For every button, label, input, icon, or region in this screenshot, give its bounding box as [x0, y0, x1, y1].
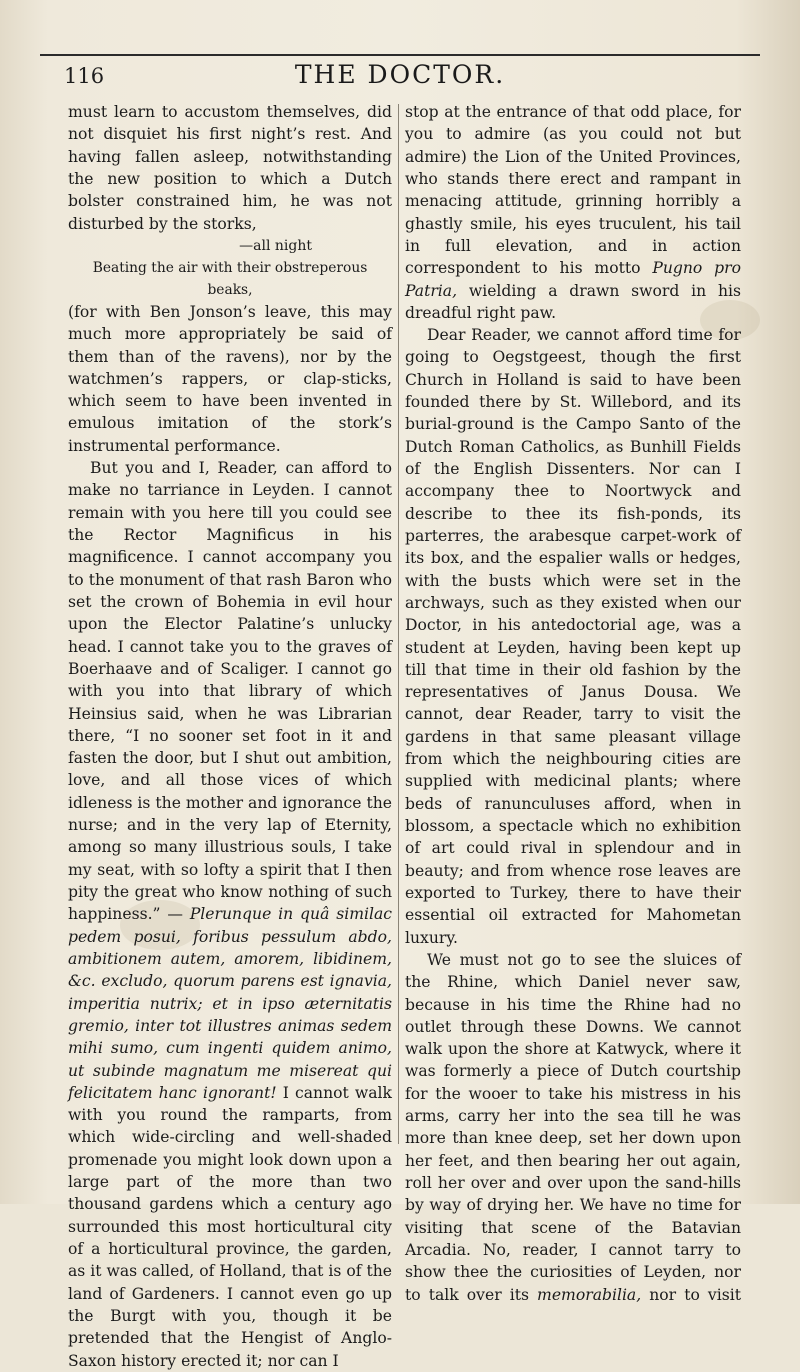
paragraph-text: stop at the entrance of that odd place, for you to admire (as you could not but admire) the Lion of the United Provinces, who stands there erect and rampant in menacing attitude, grinning horribly a ghastly smile, his eyes truculent, his tail in full elevation, and in action correspondent to his motto [405, 103, 741, 278]
running-title: THE DOCTOR. [294, 60, 506, 89]
right-column [405, 101, 741, 1306]
paragraph-text: But you and I, Reader, can afford to make no tarriance in Leyden. I cannot remain with you here till you could see the Rector Magnificus in his magnificence. I cannot accompany you to the monument of that rash Baron who set the crown of Bohemia in evil hour upon the Elector Palatine’s unlucky head. I cannot take you to the graves of Boerhaave and of Scaliger. I cannot go with you into that library of which Heinsius said, when he was Librarian there, “I no sooner set foot in it and fasten the door, but I shut out ambition, love, and all those vices of which idleness is the mother and ignorance the nurse; and in the very lap of Eternity, among so many illustrious souls, I take my seat, with so lofty a spirit that I then pity the great who know nothing of such happiness.” — [68, 459, 392, 924]
latin-quotation: Plerunque in quâ similac pedem posui, foribus pessulum abdo, ambitionem autem, amorem, libidinem, &c. excludo, quorum parens est ignavia, imperitia nutrix; et in ipso æternitatis gremio, inter tot illustres animas sedem mihi sumo, cum ingenti quidem animo, ut subinde magnatum me misereat qui felicitatem hanc ignorant! [68, 905, 392, 1102]
paragraph: Dear Reader, we cannot afford time for going to Oegstgeest, though the first Church in Holland is said to have been founded there by St. Willebord, and its burial-ground is the Campo Santo of the Dutch Roman Catholics, as Bunhill Fields of the English Dissenters. Nor can I accompany thee to Noortwyck and describe to thee its fish-ponds, its parterres, the arabesque carpet-work of its box, and the espalier walls or hedges, with the busts which were set in the archways, such as they existed when our Doctor, in his antedoctorial age, was a student at Leyden, having been kept up till that time in their old fashion by the representatives of Janus Dousa. We cannot, dear Reader, tarry to visit the gardens in that same pleasant village from which the neighbouring cities are supplied with medicinal plants; where beds of ranunculuses afford, when in blossom, a spectacle which no exhibition of art could rival in splendour and in beauty; and from whence rose leaves are exported to Turkey, there to have their essential oil extracted for Mahometan luxury. [405, 326, 741, 947]
column-divider [398, 104, 399, 1144]
paragraph-text: nor to visit [649, 1285, 741, 1304]
paragraph: (for with Ben Jonson’s leave, this may much more appropriately be said of them than of the ravens), nor by the watchmen’s rappers, or clap-sticks, which seem to have been invented in emulous imitation of the stork’s instrumental performance. [68, 302, 392, 455]
left-column [68, 101, 392, 1372]
paragraph: must learn to accustom themselves, did not disquiet his first night’s rest. And having fallen asleep, notwithstanding the new position to which a Dutch bolster constrained him, he was not disturbed by the storks, [68, 103, 392, 233]
verse-quote [68, 235, 392, 301]
paragraph-text: We must not go to see the sluices of the Rhine, which Daniel never saw, because in his time the Rhine had no outlet through these Downs. We cannot walk upon the shore at Katwyck, where it was formerly a piece of Dutch courtship for the wooer to take his mistress in his arms, carry her into the sea till he was more than knee deep, set her down upon her feet, and then bearing her out again, roll her over and over upon the sand-hills by way of drying her. We have no time for visiting that scene of the Batavian Arcadia. No, reader, I cannot tarry to show thee the curiosities of Leyden, nor to talk over its [405, 950, 741, 1304]
italic-term: memorabilia, [537, 1285, 642, 1304]
header-rule [40, 54, 760, 56]
paragraph [405, 101, 741, 324]
paragraph-text: wielding a drawn sword in his dreadful right paw. [405, 281, 741, 322]
page-number: 116 [64, 64, 105, 88]
verse-line: Beating the air with their obstreperous beaks, [92, 259, 368, 298]
motto: Pugno pro Patria, [405, 259, 741, 300]
paragraph [405, 949, 741, 1306]
paragraph-text: I cannot walk with you round the ramparts, from which wide-circling and well-shaded promenade you might look down upon a large part of the more than two thousand gardens which a century ago surrounded this most horticultural city of a horticultural province, the garden, as it was called, of Holland, that is of the land of Gardeners. I cannot even go up the Burgt with you, though it be pretended that the Hengist of Anglo-Saxon history erected it; nor can I [68, 1083, 392, 1370]
verse-line: —all night [239, 237, 312, 254]
paragraph [68, 457, 392, 1372]
